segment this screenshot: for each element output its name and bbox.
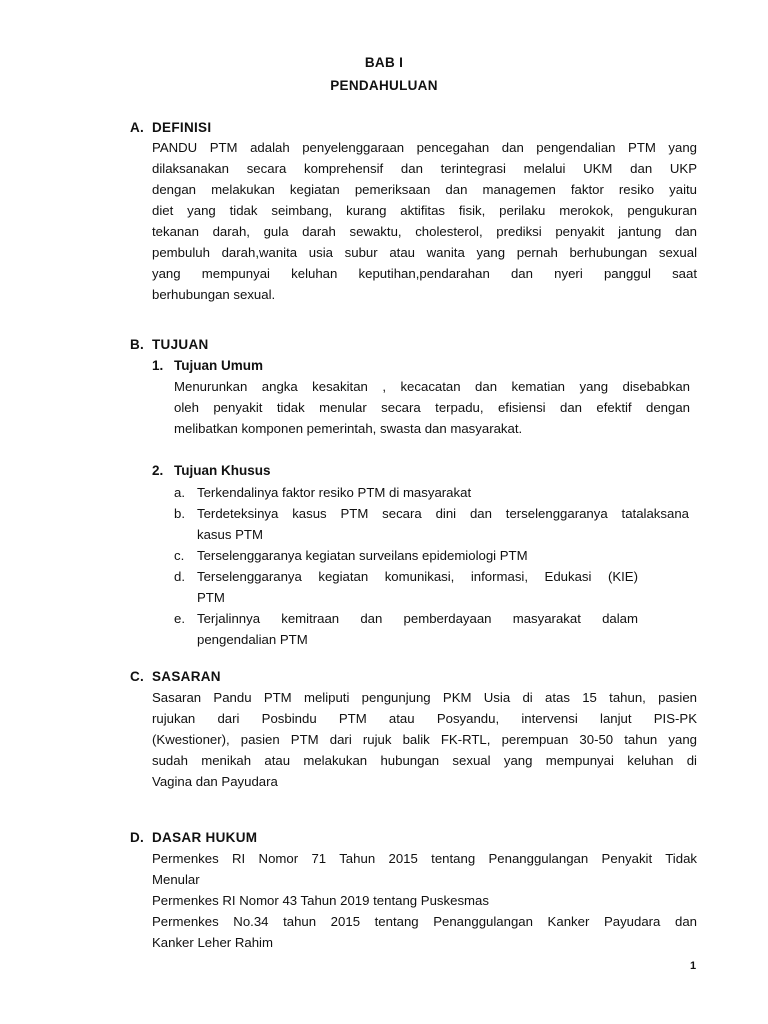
list-item-continuation: PTM	[197, 590, 225, 605]
definisi-line: yang mempunyai keluhan keputihan,pendarahan dan nyeri panggul saat	[152, 266, 697, 281]
list-item-continuation: pengendalian PTM	[197, 632, 308, 647]
sasaran-line: (Kwestioner), pasien PTM dari rujuk balik FK-RTL, perempuan 30-50 tahun yang	[152, 732, 697, 747]
sasaran-line: rujukan dari Posbindu PTM atau Posyandu, intervensi lanjut PIS-PK	[152, 711, 697, 726]
definisi-line: PANDU PTM adalah penyelenggaraan pencegahan dan pengendalian PTM yang	[152, 140, 697, 155]
tujuan-umum-title: Tujuan Umum	[174, 358, 263, 373]
section-d-letter: D.	[130, 830, 145, 845]
definisi-line: tekanan darah, gula darah sewaktu, cholesterol, prediksi penyakit jantung dan	[152, 224, 697, 239]
dasar-hukum-line: Permenkes No.34 tahun 2015 tentang Penanggulangan Kanker Payudara dan	[152, 914, 697, 929]
definisi-line: dengan melakukan kegiatan pemeriksaan dan managemen faktor resiko yaitu	[152, 182, 697, 197]
tujuan-umum-line: oleh penyakit tidak menular secara terpadu, efisiensi dan efektif dengan	[174, 400, 690, 415]
definisi-line: berhubungan sexual.	[152, 287, 276, 302]
dasar-hukum-line: Kanker Leher Rahim	[152, 935, 273, 950]
sasaran-line: Vagina dan Payudara	[152, 774, 278, 789]
list-item: Terdeteksinya kasus PTM secara dini dan terselenggaranya tatalaksana	[197, 506, 689, 521]
tujuan-umum-line: Menurunkan angka kesakitan , kecacatan dan kematian yang disebabkan	[174, 379, 690, 394]
page-number: 1	[690, 960, 697, 972]
definisi-line: diet yang tidak seimbang, kurang aktifitas fisik, perilaku merokok, pengukuran	[152, 203, 697, 218]
chapter-title: BAB I	[364, 55, 404, 70]
section-b-letter: B.	[130, 337, 145, 352]
dasar-hukum-line: Permenkes RI Nomor 43 Tahun 2019 tentang Puskesmas	[152, 893, 489, 908]
list-item-letter: d.	[174, 569, 185, 584]
chapter-subtitle: PENDAHULUAN	[330, 78, 438, 93]
tujuan-khusus-title: Tujuan Khusus	[174, 463, 271, 478]
list-item-letter: a.	[174, 485, 185, 500]
section-c-heading: SASARAN	[152, 669, 221, 684]
tujuan-khusus-number: 2.	[152, 463, 164, 478]
list-item: Terkendalinya faktor resiko PTM di masyarakat	[197, 485, 472, 500]
sasaran-line: sudah menikah atau melakukan hubungan sexual yang mempunyai keluhan di	[152, 753, 697, 768]
dasar-hukum-line: Menular	[152, 872, 200, 887]
section-a-heading: DEFINISI	[152, 120, 212, 135]
section-d-heading: DASAR HUKUM	[152, 830, 258, 845]
list-item-letter: e.	[174, 611, 185, 626]
list-item-letter: c.	[174, 548, 185, 563]
list-item-continuation: kasus PTM	[197, 527, 263, 542]
list-item-letter: b.	[174, 506, 185, 521]
section-c-letter: C.	[130, 669, 145, 684]
sasaran-line: Sasaran Pandu PTM meliputi pengunjung PKM Usia di atas 15 tahun, pasien	[152, 690, 697, 705]
definisi-line: pembuluh darah,wanita usia subur atau wanita yang pernah berhubungan sexual	[152, 245, 697, 260]
section-b-heading: TUJUAN	[152, 337, 209, 352]
section-a-letter: A.	[130, 120, 145, 135]
dasar-hukum-line: Permenkes RI Nomor 71 Tahun 2015 tentang Penanggulangan Penyakit Tidak	[152, 851, 697, 866]
tujuan-umum-line: melibatkan komponen pemerintah, swasta dan masyarakat.	[174, 421, 523, 436]
list-item: Terselenggaranya kegiatan surveilans epidemiologi PTM	[197, 548, 528, 563]
list-item: Terjalinnya kemitraan dan pemberdayaan masyarakat dalam	[197, 611, 638, 626]
list-item: Terselenggaranya kegiatan komunikasi, informasi, Edukasi (KIE)	[197, 569, 638, 584]
definisi-line: dilaksanakan secara komprehensif dan terintegrasi melalui UKM dan UKP	[152, 161, 697, 176]
tujuan-umum-number: 1.	[152, 358, 164, 373]
